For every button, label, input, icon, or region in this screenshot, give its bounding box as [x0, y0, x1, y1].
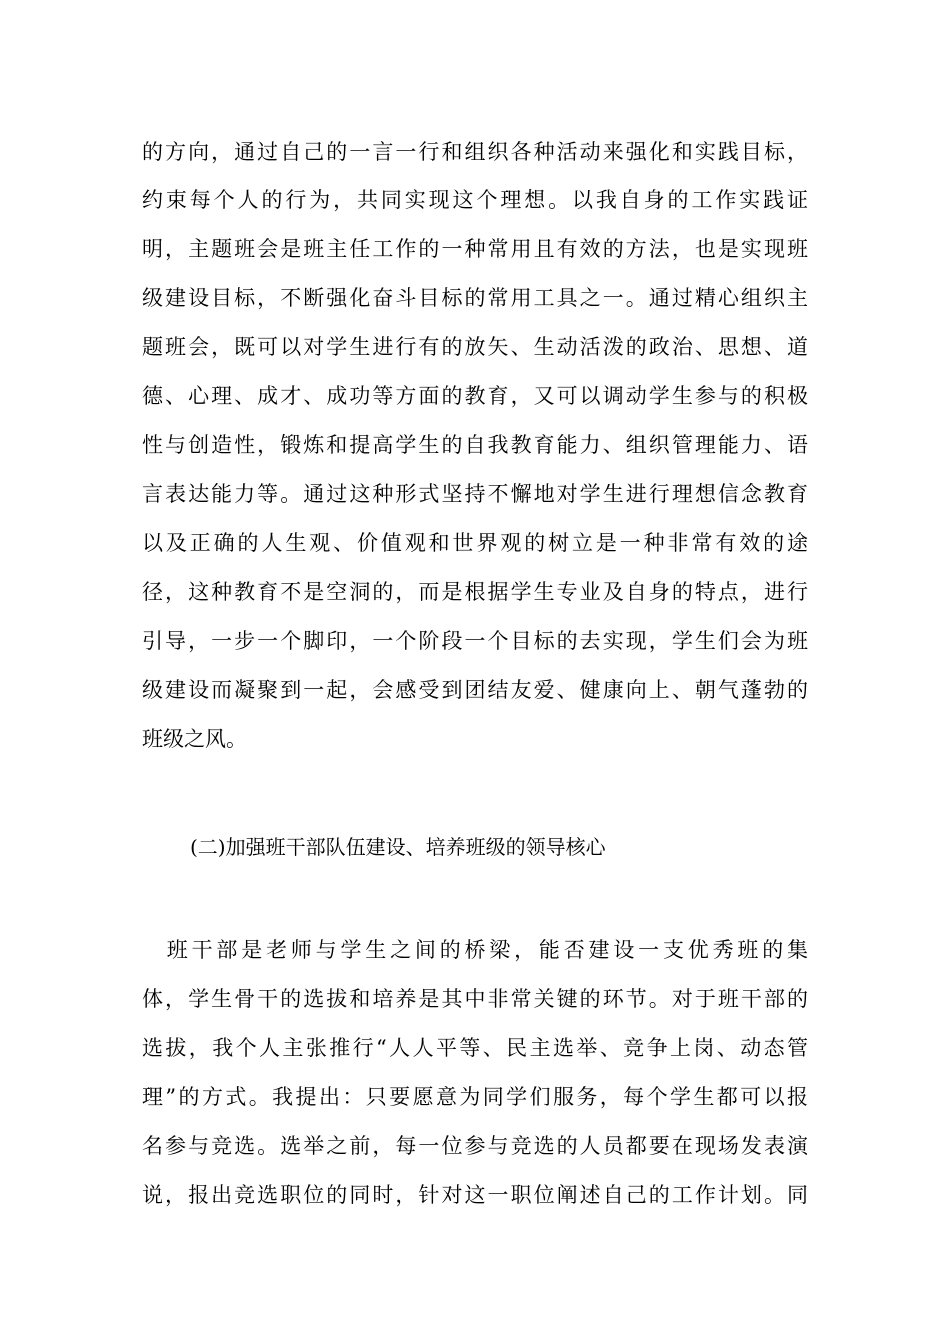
paragraph-line: 约束每个人的行为，共同实现这个理想。以我自身的工作实践证	[142, 188, 808, 212]
paragraph-line: 德、心理、成才、成功等方面的教育，又可以调动学生参与的积极	[142, 384, 808, 408]
paragraph-line: 明，主题班会是班主任工作的一种常用且有效的方法，也是实现班	[142, 237, 808, 261]
paragraph-line: 级建设目标，不断强化奋斗目标的常用工具之一。通过精心组织主	[142, 286, 808, 310]
paragraph-line: 名参与竞选。选举之前，每一位参与竞选的人员都要在现场发表演	[142, 1134, 808, 1158]
paragraph-line: 以及正确的人生观、价值观和世界观的树立是一种非常有效的途	[142, 531, 808, 555]
paragraph-line: 径，这种教育不是空洞的，而是根据学生专业及自身的特点，进行	[142, 580, 808, 604]
paragraph-line: 的方向，通过自己的一言一行和组织各种活动来强化和实践目标，	[142, 140, 808, 164]
paragraph-line: 引导，一步一个脚印，一个阶段一个目标的去实现，学生们会为班	[142, 629, 808, 653]
paragraph-line: 性与创造性，锻炼和提高学生的自我教育能力、组织管理能力、语	[142, 433, 808, 457]
paragraph-line: 理”的方式。我提出：只要愿意为同学们服务，每个学生都可以报	[142, 1085, 808, 1109]
paragraph-line: 说，报出竞选职位的同时，针对这一职位阐述自己的工作计划。同	[142, 1183, 808, 1207]
paragraph-line: 班级之风。	[142, 727, 247, 751]
paragraph-line: 班干部是老师与学生之间的桥梁，能否建设一支优秀班的集	[142, 938, 808, 962]
paragraph-line: 言表达能力等。通过这种形式坚持不懈地对学生进行理想信念教育	[142, 482, 808, 506]
paragraph-line: 级建设而凝聚到一起，会感受到团结友爱、健康向上、朝气蓬勃的	[142, 678, 808, 702]
section-heading: (二)加强班干部队伍建设、培养班级的领导核心	[190, 835, 606, 859]
paragraph-line: 体，学生骨干的选拔和培养是其中非常关键的环节。对于班干部的	[142, 987, 808, 1011]
paragraph-line: 题班会，既可以对学生进行有的放矢、生动活泼的政治、思想、道	[142, 335, 808, 359]
paragraph-line: 选拔，我个人主张推行“人人平等、民主选举、竞争上岗、动态管	[142, 1036, 808, 1060]
